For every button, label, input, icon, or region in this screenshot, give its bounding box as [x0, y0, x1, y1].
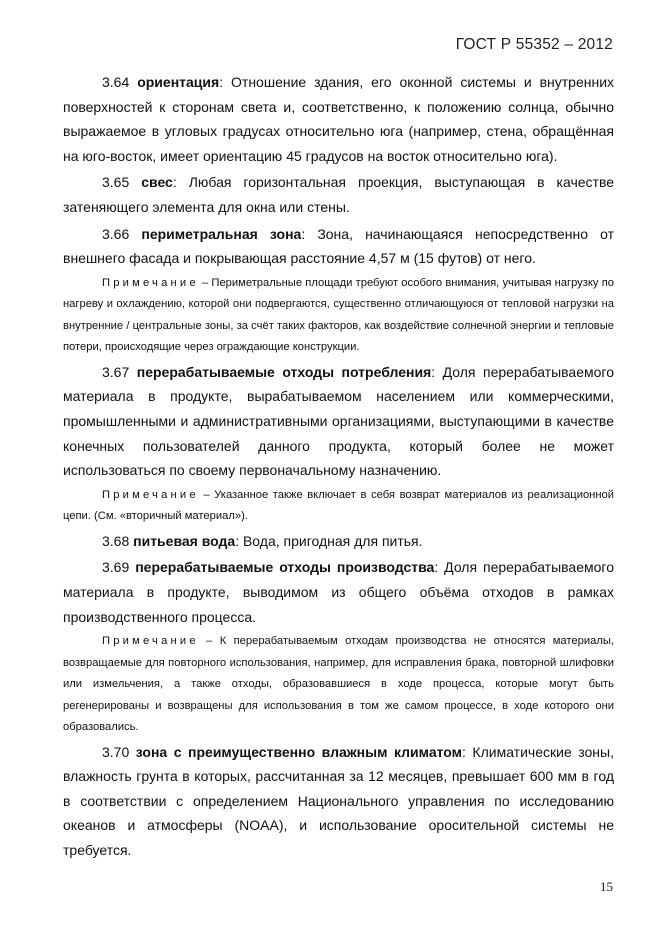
page-number: 15 — [600, 879, 613, 894]
term-entry-3-69 — [63, 555, 614, 629]
term-entry-3-68 — [63, 529, 614, 554]
note-3-67 — [63, 485, 614, 528]
entry-definition: : Любая горизонтальная проекция, выступающая в качестве затеняющего элемента для окна или стены. — [63, 174, 615, 215]
term-entry-3-64 — [63, 70, 614, 168]
entry-term: зона с преимущественно влажным климатом — [135, 743, 463, 760]
entry-number: 3.69 — [102, 559, 130, 576]
note-label: Примечание — [102, 276, 199, 289]
term-entry-3-70 — [63, 740, 614, 863]
entry-term: ориентация — [137, 74, 220, 90]
note-text: – Указанное также включает в себя возврат материалов из реализационной цепи. (См. «вторичный материал»). — [63, 488, 614, 523]
document-id-header: ГОСТ Р 55352 – 2012 — [455, 36, 613, 53]
entry-term: перерабатываемые отходы производства — [135, 559, 435, 576]
entry-definition: : Климатические зоны, влажность грунта в которых, рассчитанная за 12 месяцев, превышает 600 мм в год в соответствии с определением Национального управления по исследованию океанов и атмосферы (NOAA), и использование оросительной системы не требуется. — [63, 743, 614, 858]
entry-number: 3.64 — [102, 74, 130, 90]
entry-term: периметральная зона — [141, 225, 302, 242]
note-text: – Периметральные площади требуют особого внимания, учитывая нагрузку по нагреву и охлаждению, которой они подвергаются, существенно отличающуюся от тепловой нагрузки на внутренние / центральные зоны, за счёт таких факторов, как воздействие солнечной энергии и тепловые потери, происходящие через ограждающие конструкции. — [63, 276, 614, 354]
entry-term: перерабатываемые отходы потребления — [136, 363, 432, 380]
entry-definition: : Отношение здания, его оконной системы и внутренних поверхностей к сторонам света и, соответственно, к положению солнца, обычно выражаемое в угловых градусах относительно юга (например, стена, обращённая на юго-восток, имеет ориентацию 45 градусов на восток относительно юга). — [63, 74, 615, 164]
term-entry-3-66 — [63, 222, 614, 271]
entry-number: 3.66 — [102, 225, 130, 242]
entry-definition: : Доля перерабатываемого материала в продукте, выводимом из общего объёма отходов в рамках производственного процесса. — [63, 559, 615, 625]
note-3-69 — [63, 631, 614, 739]
entry-number: 3.67 — [102, 363, 130, 380]
entry-number: 3.70 — [102, 743, 130, 760]
document-body — [63, 70, 614, 865]
note-3-66 — [63, 273, 614, 359]
entry-definition: : Доля перерабатываемого материала в продукте, вырабатываемом населением или коммерческими, промышленными и административными организациями, выступающими в качестве конечных пользователей данного продукта, который более не может использоваться по своему первоначальному назначению. — [63, 363, 614, 479]
note-label: Примечание — [102, 488, 199, 501]
note-text: – К перерабатываемым отходам производства не относятся материалы, возвращаемые для повторного использования, например, для исправления брака, повторной шлифовки или измельчения, а также отходы, образовавшиеся в ходе процесса, которые могут быть регенерированы и возвращены для использования в том же самом процессе, в ходе которого они образовались. — [63, 635, 614, 734]
entry-number: 3.68 — [102, 532, 130, 549]
entry-definition: : Вода, пригодная для питья. — [235, 532, 423, 549]
term-entry-3-65 — [63, 170, 614, 219]
entry-term: свес — [141, 174, 173, 191]
term-entry-3-67 — [63, 360, 614, 483]
entry-number: 3.65 — [102, 174, 130, 191]
entry-term: питьевая вода — [133, 532, 236, 549]
note-label: Примечание — [102, 635, 199, 648]
entry-definition: : Зона, начинающаяся непосредственно от внешнего фасада и покрывающая расстояние 4,57 м (15 футов) от него. — [63, 225, 615, 267]
